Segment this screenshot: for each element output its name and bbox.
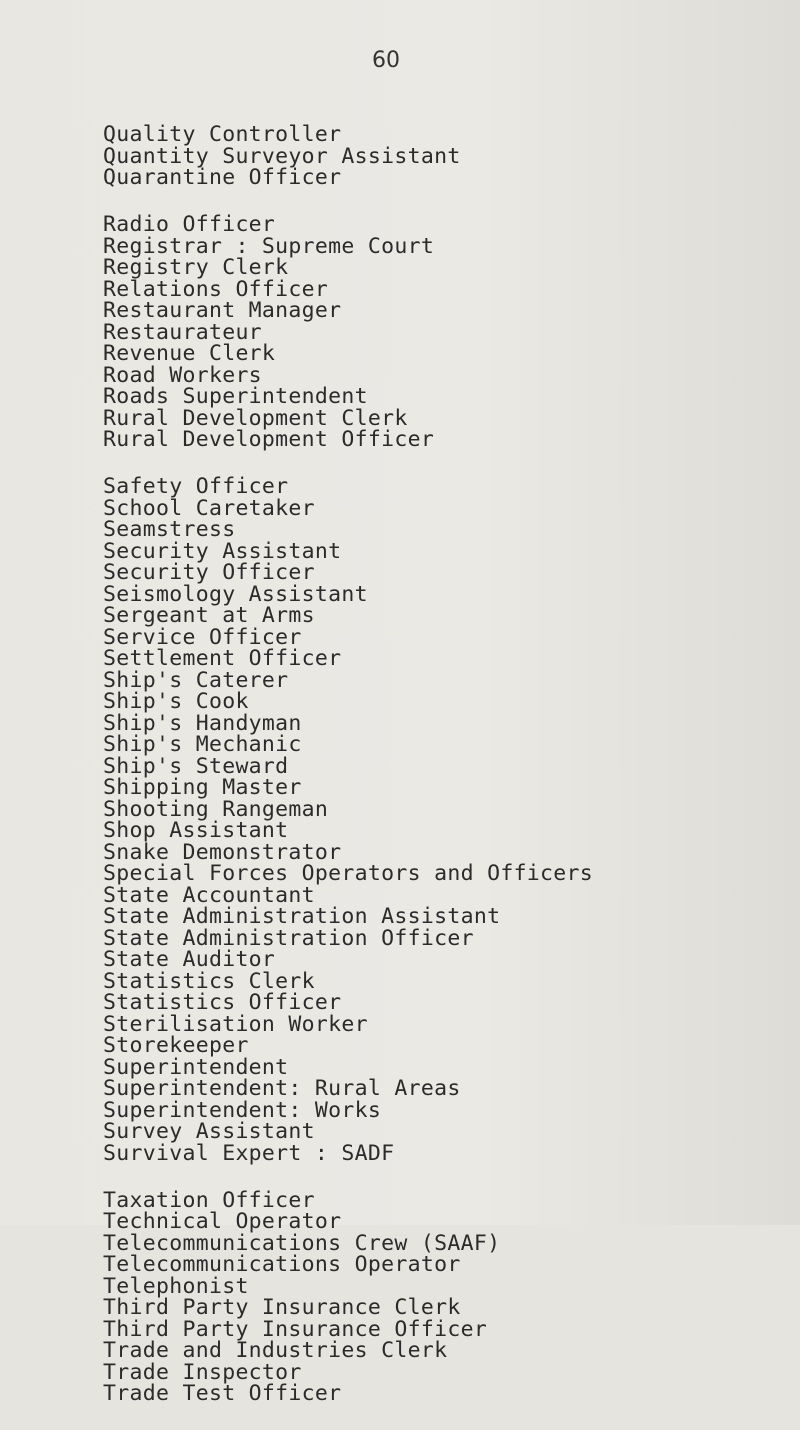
- list-item: State Auditor: [103, 947, 276, 972]
- list-item: State Administration Officer: [103, 925, 474, 951]
- list-item: Radio Officer: [103, 212, 276, 237]
- list-item: Rural Development Officer: [103, 427, 435, 452]
- list-item: Snake Demonstrator: [103, 839, 342, 865]
- list-item: Rural Development Clerk: [103, 405, 408, 431]
- list-item: Roads Superintendent: [103, 384, 368, 409]
- group-q: [103, 124, 793, 189]
- list-item: Security Officer: [103, 560, 315, 585]
- list-item: Settlement Officer: [103, 646, 342, 671]
- group-s: [103, 476, 793, 1164]
- list-item: Storekeeper: [103, 1033, 249, 1058]
- list-item: Seamstress: [103, 517, 236, 542]
- list-item: Telephonist: [103, 1273, 249, 1299]
- list-item: Superintendent: Works: [103, 1097, 382, 1123]
- list-item: Restaurant Manager: [103, 298, 342, 323]
- job-title-list: [103, 124, 793, 1430]
- list-item: Ship's Caterer: [103, 667, 289, 693]
- list-item: Statistics Clerk: [103, 968, 315, 994]
- list-item: Superintendent: [103, 1054, 289, 1080]
- list-item: Special Forces Operators and Officers: [103, 861, 594, 886]
- list-item: Telecommunications Operator: [103, 1252, 461, 1277]
- group-r: [103, 214, 793, 451]
- list-item: Shipping Master: [103, 775, 302, 800]
- list-item: Technical Operator: [103, 1209, 342, 1234]
- list-item: Security Assistant: [103, 538, 342, 564]
- list-item: Survival Expert : SADF: [103, 1140, 395, 1166]
- list-item: Ship's Steward: [103, 753, 289, 779]
- list-item: Safety Officer: [103, 474, 289, 499]
- list-item: Seismology Assistant: [103, 581, 368, 607]
- list-item: Trade Inspector: [103, 1359, 302, 1385]
- list-item: Shooting Rangeman: [103, 796, 329, 822]
- list-item: Ship's Cook: [103, 689, 249, 714]
- list-item: School Caretaker: [103, 495, 315, 521]
- list-item: Registry Clerk: [103, 255, 289, 280]
- list-item: Service Officer: [103, 624, 302, 650]
- list-item: Sergeant at Arms: [103, 603, 315, 628]
- list-item: State Accountant: [103, 882, 315, 908]
- list-item: Third Party Insurance Officer: [103, 1316, 488, 1342]
- list-item: Sterilisation Worker: [103, 1011, 368, 1037]
- list-item: Statistics Officer: [103, 990, 342, 1015]
- list-item: State Administration Assistant: [103, 904, 501, 929]
- list-item: Taxation Officer: [103, 1187, 315, 1213]
- list-item: Quarantine Officer: [103, 165, 342, 190]
- list-item: Road Workers: [103, 362, 262, 388]
- list-item: Survey Assistant: [103, 1119, 315, 1144]
- list-item: Shop Assistant: [103, 818, 289, 843]
- list-item: Third Party Insurance Clerk: [103, 1295, 461, 1320]
- list-item: Quantity Surveyor Assistant: [103, 143, 461, 169]
- list-item: Superintendent: Rural Areas: [103, 1076, 461, 1101]
- list-item: Restaurateur: [103, 319, 262, 345]
- page-number: 60: [372, 48, 400, 73]
- list-item: Quality Controller: [103, 122, 342, 147]
- list-item: Relations Officer: [103, 276, 329, 302]
- group-t: [103, 1187, 793, 1406]
- list-item: Telecommunications Crew (SAAF): [103, 1230, 501, 1256]
- list-item: Registrar : Supreme Court: [103, 233, 435, 259]
- list-item: Trade and Industries Clerk: [103, 1338, 448, 1363]
- list-item: Ship's Mechanic: [103, 732, 302, 757]
- list-item: Revenue Clerk: [103, 341, 276, 366]
- list-item: Trade Test Officer: [103, 1381, 342, 1406]
- list-item: Ship's Handyman: [103, 710, 302, 736]
